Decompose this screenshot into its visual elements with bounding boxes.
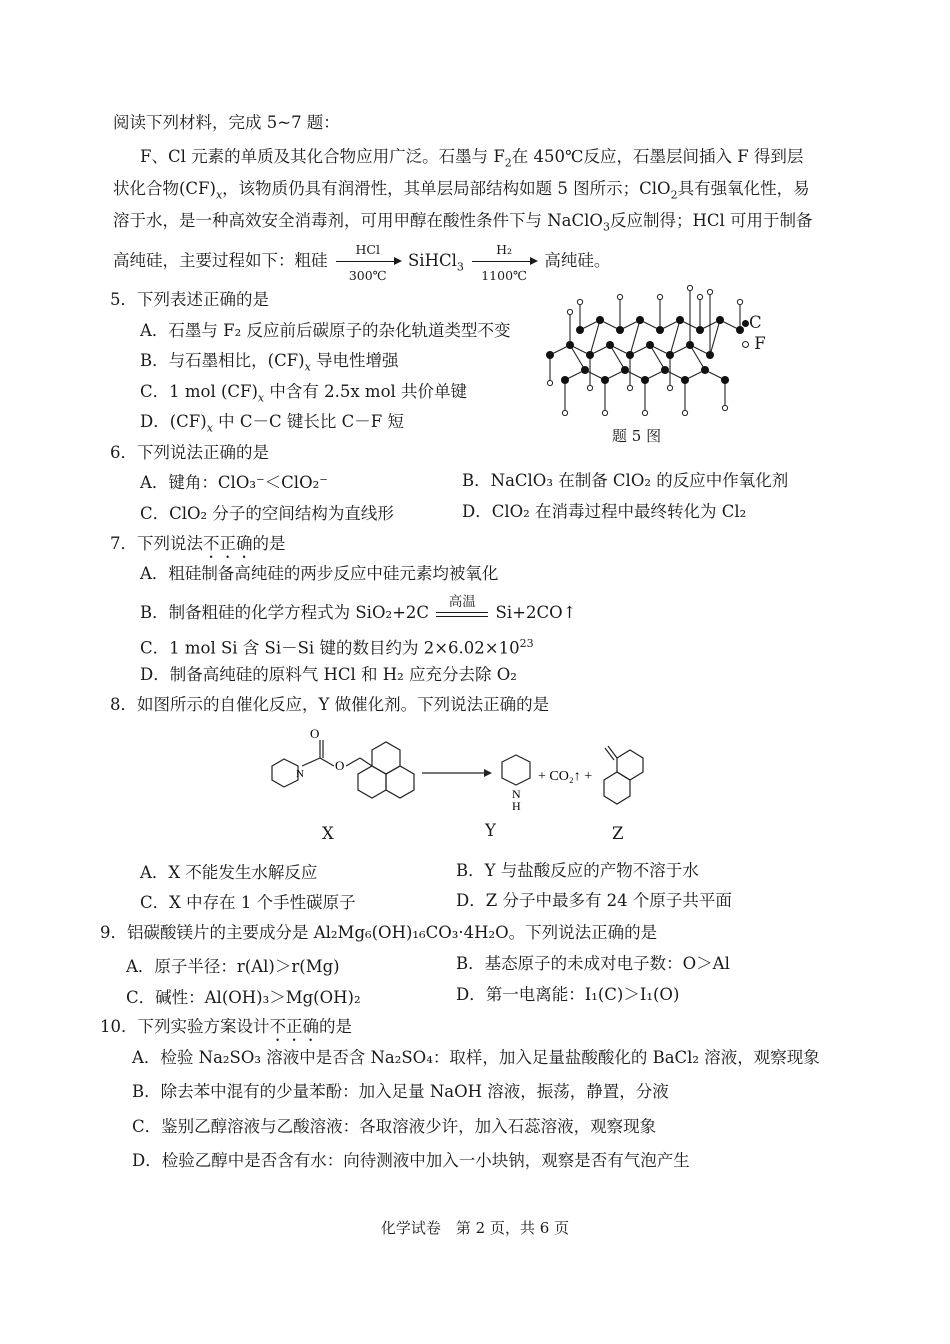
material-line-3: 溶于水，是一种高效安全消毒剂，可用甲醇在酸性条件下与 NaClO$_3$反应制得；HCl 可用于制备 [113, 211, 813, 234]
q8-label-y: Y [485, 821, 496, 840]
q8-option-d: D．Z 分子中最多有 24 个原子共平面 [456, 891, 732, 910]
legend-carbon: C [742, 312, 762, 334]
q6-option-a: A．键角：ClO₃⁻＜ClO₂⁻ [140, 473, 328, 492]
q8-option-c: C．X 中存在 1 个手性碳原子 [140, 893, 356, 912]
q7-option-a: A．粗硅制备高纯硅的两步反应中硅元素均被氧化 [140, 564, 499, 583]
q8-label-x: X [322, 824, 334, 843]
reaction-arrow-h2: $\frac{\text{H₂}}{1100℃}$ [472, 251, 536, 273]
q8-amine-n-label: N [512, 787, 521, 801]
figure-5-structure [540, 285, 780, 425]
q5-option-c: C．1 mol $(CF)_x$ 中含有 2.5x mol 共价单键 [140, 382, 468, 405]
q8-reaction-scheme [262, 728, 672, 818]
q7-option-b: B．制备粗硅的化学方程式为 SiO₂+2C 高温 Si+2CO↑ [140, 593, 577, 622]
q9-option-a: A．原子半径：r(Al)＞r(Mg) [126, 957, 340, 976]
material-lead: 阅读下列材料，完成 5~7 题： [113, 113, 340, 132]
q9-stem: 9．铝碳酸镁片的主要成分是 Al₂Mg₆(OH)₁₆CO₃·4H₂O。下列说法正确的是 [100, 923, 658, 942]
q6-option-b: B．NaClO₃ 在制备 ClO₂ 的反应中作氧化剂 [462, 471, 789, 490]
figure-5-caption: 题 5 图 [612, 427, 662, 445]
q5-option-a: A．石墨与 F₂ 反应前后碳原子的杂化轨道类型不变 [140, 321, 511, 340]
q9-option-c: C．碱性：Al(OH)₃＞Mg(OH)₂ [126, 988, 361, 1007]
q7-option-d: D．制备高纯硅的原料气 HCl 和 H₂ 应充分去除 O₂ [140, 665, 517, 684]
material-line-1: F、Cl 元素的单质及其化合物应用广泛。石墨与 $F_2$在 450℃反应，石墨层间插入 F 得到层 [140, 147, 804, 170]
reaction-arrow-hcl: HCl 300℃ [336, 251, 400, 273]
q9-option-b: B．基态原子的未成对电子数：O＞Al [456, 954, 730, 973]
q8-amine-h-label: H [512, 799, 521, 813]
q5-option-b: B．与石墨相比，$(CF)_x$ 导电性增强 [140, 351, 399, 374]
q9-option-d: D．第一电离能：I₁(C)＞I₁(O) [456, 985, 680, 1004]
q6-option-d: D．ClO₂ 在消毒过程中最终转化为 Cl₂ [462, 502, 747, 521]
q6-stem: 6．下列说法正确的是 [110, 443, 269, 462]
q8-option-b: B．Y 与盐酸反应的产物不溶于水 [456, 861, 699, 880]
legend-fluorine: F [742, 333, 766, 355]
q8-oxygen-ester-label: O [335, 758, 345, 773]
q8-nitrogen-label: N [296, 768, 304, 780]
q5-option-d: D．$(CF)_x$ 中 C－C 键长比 C－F 短 [140, 412, 404, 435]
q10-option-c: C．鉴别乙醇溶液与乙酸溶液：各取溶液少许，加入石蕊溶液，观察现象 [132, 1117, 657, 1136]
q10-option-b: B．除去苯中混有的少量苯酚：加入足量 NaOH 溶液，振荡，静置，分液 [132, 1082, 669, 1101]
q8-label-z: Z [612, 824, 624, 843]
q5-stem: 5．下列表述正确的是 [110, 290, 269, 309]
q6-option-c: C．ClO₂ 分子的空间结构为直线形 [140, 504, 394, 523]
q8-option-a: A．X 不能发生水解反应 [140, 863, 318, 882]
q10-stem: 10．下列实验方案设计不正确的是 [100, 1017, 352, 1036]
material-line-2: 状化合物$(CF)_x$，该物质仍具有润滑性，其单层局部结构如题 5 图所示；ClO$_2$具有强氧化性，易 [113, 179, 810, 202]
q7-option-c: C．1 mol Si 含 Si－Si 键的数目约为 $2\times 6.02\times 10^{23}$ [140, 637, 534, 658]
q8-stem: 8．如图所示的自催化反应，Y 做催化剂。下列说法正确的是 [110, 695, 550, 714]
material-line-4: 高纯硅，主要过程如下：粗硅 HCl 300℃ SiHCl$_3$ $\frac{\text{H₂}}{1100℃}$ 高纯硅。 [113, 241, 611, 283]
page-footer: 化学试卷 第 2 页，共 6 页 [380, 1219, 570, 1237]
q7-stem: 7．下列说法不正确的是 [110, 534, 286, 553]
q10-option-a: A．检验 Na₂SO₃ 溶液中是否含 Na₂SO₄：取样，加入足量盐酸酸化的 BaCl₂ 溶液，观察现象 [132, 1048, 820, 1067]
q10-option-d: D．检验乙醇中是否含有水：向待测液中加入一小块钠，观察是否有气泡产生 [132, 1151, 690, 1170]
q8-plus-co2: + CO₂↑ + [538, 769, 593, 784]
q8-oxygen-label: O [310, 728, 320, 741]
